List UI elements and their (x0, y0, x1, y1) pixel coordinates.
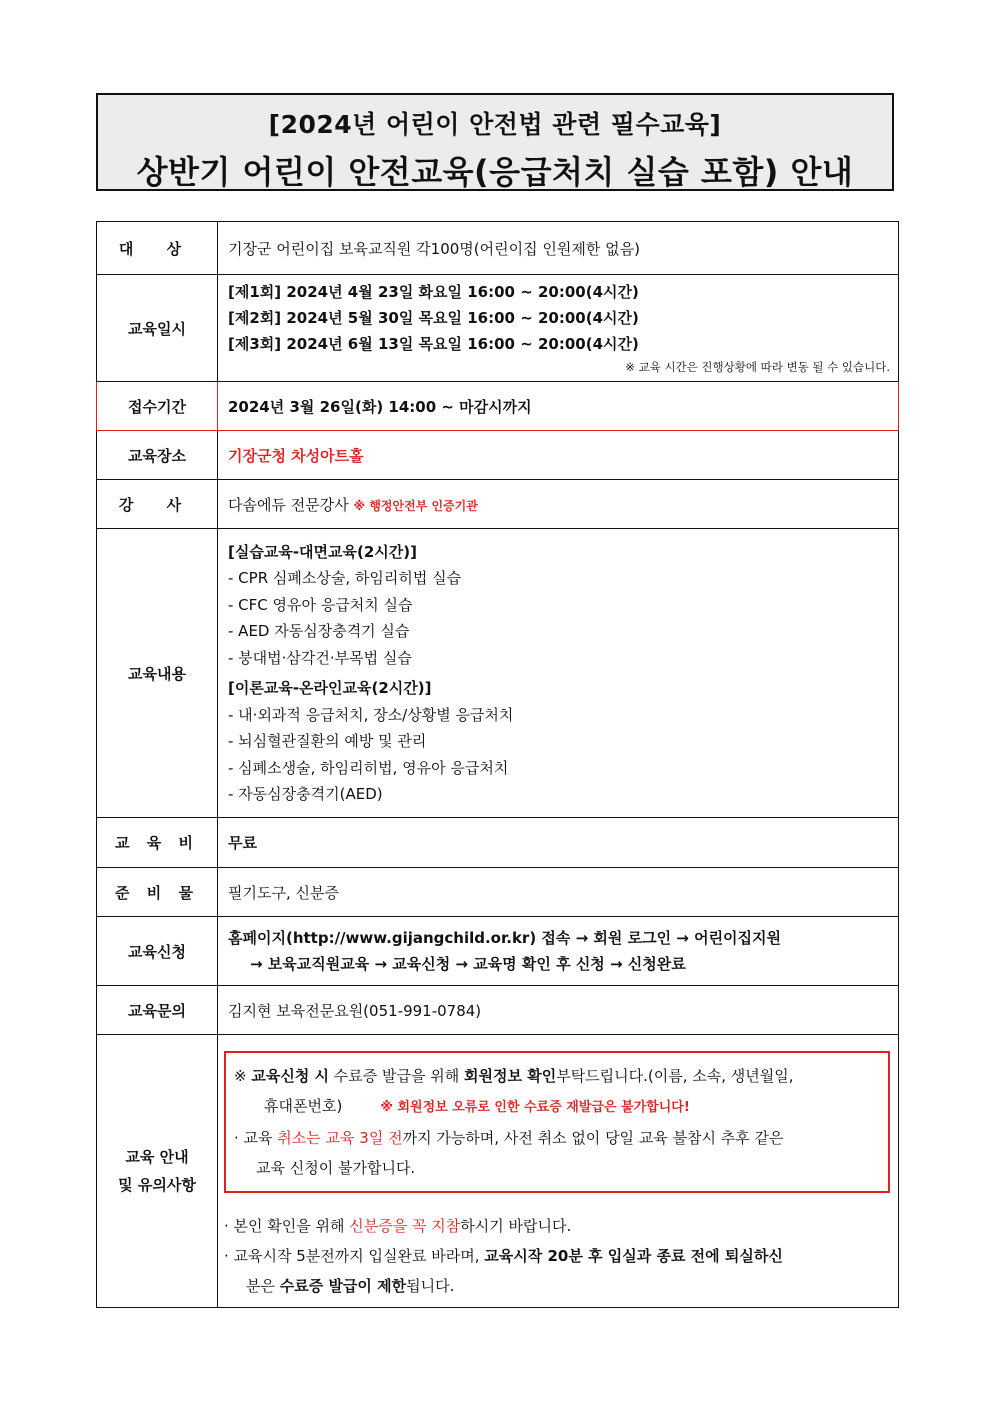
label-venue: 교육장소 (97, 431, 218, 480)
value-target: 기장군 어린이집 보육교직원 각100명(어린이집 인원제한 없음) (218, 222, 899, 275)
theory-item-2: - 뇌심혈관질환의 예방 및 관리 (228, 732, 427, 750)
row-guide (97, 1035, 899, 1308)
label-guide-2: 및 유의사항 (118, 1176, 196, 1194)
schedule-item-3: [제3회] 2024년 6월 13일 목요일 16:00 ~ 20:00(4시간) (228, 335, 639, 353)
guide-line-2: · 교육시작 5분전까지 입실완료 바라며, 교육시작 20분 후 입실과 종료 전에 퇴실하신 (224, 1247, 783, 1265)
label-schedule: 교육일시 (97, 275, 218, 382)
notice-line-2: 휴대폰번호) ※ 회원정보 오류로 인한 수료증 재발급은 불가합니다! (264, 1097, 690, 1115)
value-supplies: 필기도구, 신분증 (218, 868, 899, 917)
practice-title: [실습교육-대면교육(2시간)] (228, 542, 417, 561)
row-inquiry (97, 986, 899, 1035)
label-apply: 교육신청 (97, 917, 218, 986)
guide-line-3: 분은 수료증 발급이 제한됩니다. (246, 1277, 455, 1295)
practice-item-2: - CFC 영유아 응급처치 실습 (228, 595, 413, 614)
row-target (97, 222, 899, 275)
value-fee: 무료 (218, 818, 899, 868)
title-line-1: [2024년 어린이 안전법 관련 필수교육] (268, 110, 722, 139)
notice-line-4: 교육 신청이 불가합니다. (256, 1159, 416, 1177)
schedule-item-1: [제1회] 2024년 4월 23일 화요일 16:00 ~ 20:00(4시간) (228, 283, 639, 301)
label-guide-1: 교육 안내 (125, 1148, 189, 1166)
row-instructor (97, 480, 899, 529)
apply-line-2: → 보육교직원교육 → 교육신청 → 교육명 확인 후 신청 → 신청완료 (250, 955, 686, 973)
value-inquiry: 김지현 보육전문요원(051-991-0784) (218, 986, 899, 1035)
practice-item-1: - CPR 심폐소상술, 하임리히법 실습 (228, 569, 462, 587)
row-registration (97, 382, 899, 431)
value-venue: 기장군청 차성아트홀 (218, 431, 899, 480)
practice-item-4: - 붕대법·삼각건·부목법 실습 (228, 648, 412, 667)
theory-item-1: - 내·외과적 응급처치, 장소/상황별 응급처치 (228, 705, 514, 724)
title-line-2: 상반기 어린이 안전교육(응급처치 실습 포함) 안내 (136, 153, 854, 191)
info-table (96, 221, 899, 1308)
guide-line-1: · 본인 확인을 위해 신분증을 꼭 지참하시기 바랍니다. (224, 1217, 572, 1235)
guide-after (218, 1193, 898, 1307)
theory-item-3: - 심폐소생술, 하임리히법, 영유아 응급처치 (228, 758, 509, 777)
row-fee (97, 818, 899, 868)
row-content (97, 529, 899, 818)
title-box (96, 93, 894, 191)
label-target: 대 상 (118, 239, 196, 258)
row-venue (97, 431, 899, 480)
label-instructor: 강 사 (118, 495, 196, 514)
notice-line-3: · 교육 취소는 교육 3일 전까지 가능하며, 사전 취소 없이 당일 교육 불참시 추후 같은 (234, 1129, 784, 1147)
label-content: 교육내용 (97, 529, 218, 818)
apply-line-1: 홈페이지(http://www.gijangchild.or.kr) 접속 → 회원 로그인 → 어린이집지원 (228, 929, 782, 947)
row-apply (97, 917, 899, 986)
schedule-note: ※ 교육 시간은 진행상황에 따라 변동 될 수 있습니다. (625, 360, 890, 374)
theory-item-4: - 자동심장충격기(AED) (228, 785, 383, 803)
theory-title: [이론교육-온라인교육(2시간)] (228, 679, 432, 697)
label-fee: 교 육 비 (115, 834, 199, 852)
value-registration: 2024년 3월 26일(화) 14:00 ~ 마감시까지 (218, 382, 899, 431)
label-supplies: 준 비 물 (115, 883, 199, 902)
label-registration: 접수기간 (97, 382, 218, 431)
schedule-item-2: [제2회] 2024년 5월 30일 목요일 16:00 ~ 20:00(4시간) (228, 309, 639, 327)
row-schedule (97, 275, 899, 382)
notice-box (224, 1051, 890, 1193)
label-inquiry: 교육문의 (97, 986, 218, 1035)
row-supplies (97, 868, 899, 917)
practice-item-3: - AED 자동심장충격기 실습 (228, 622, 410, 640)
instructor-note: ※ 행정안전부 인증기관 (353, 498, 478, 513)
value-instructor: 다솜에듀 전문강사 (228, 495, 349, 514)
notice-line-1: ※ 교육신청 시 수료증 발급을 위해 회원정보 확인부탁드립니다.(이름, 소속, 생년월일, (234, 1067, 794, 1085)
